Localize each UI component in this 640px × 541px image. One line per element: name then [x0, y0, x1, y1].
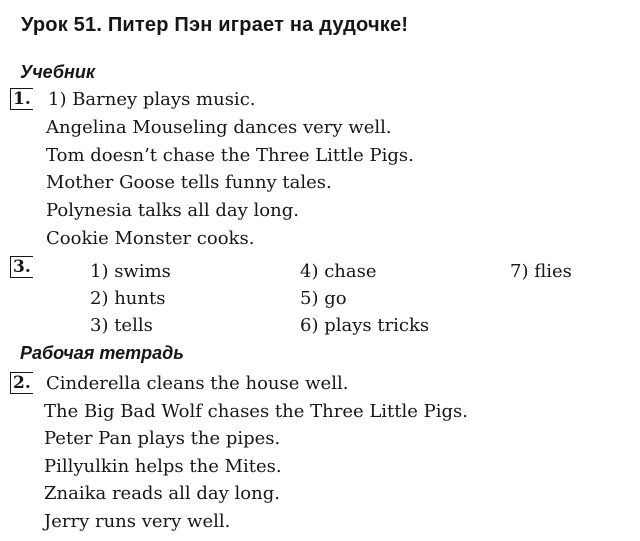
exercise-3-answer: 2) hunts [90, 288, 166, 309]
lesson-title: Урок 51. Питер Пэн играет на дудочке! [21, 14, 409, 36]
exercise-2-line: Cinderella cleans the house well. [46, 373, 349, 394]
exercise-3-answer: 6) plays tricks [300, 315, 430, 336]
exercise-1-line: Mother Goose tells funny tales. [46, 172, 332, 193]
exercise-2-line: Znaika reads all day long. [44, 483, 280, 504]
exercise-3-answer: 3) tells [90, 315, 153, 336]
exercise-3-answer: 7) flies [510, 261, 572, 282]
exercise-1-line: Cookie Monster cooks. [46, 228, 255, 249]
exercise-3-number: 3. [10, 256, 33, 278]
exercise-1-line: Polynesia talks all day long. [46, 200, 299, 221]
exercise-3-answer: 1) swims [90, 261, 171, 282]
exercise-2-line: Pillyulkin helps the Mites. [44, 456, 282, 477]
exercise-3-answer: 4) chase [300, 261, 377, 282]
exercise-2-line: Peter Pan plays the pipes. [44, 428, 281, 449]
workbook-heading: Рабочая тетрадь [20, 343, 184, 363]
exercise-1-number: 1. [10, 88, 33, 110]
exercise-3-answer: 5) go [300, 288, 347, 309]
exercise-2-line: The Big Bad Wolf chases the Three Little Pigs. [44, 401, 469, 422]
textbook-heading: Учебник [20, 62, 96, 82]
exercise-2-line: Jerry runs very well. [44, 511, 231, 532]
exercise-2-number: 2. [10, 372, 33, 394]
exercise-1-line: 1) Barney plays music. [48, 89, 256, 110]
exercise-1-line: Angelina Mouseling dances very well. [46, 117, 392, 138]
exercise-1-line: Tom doesn’t chase the Three Little Pigs. [46, 145, 414, 166]
